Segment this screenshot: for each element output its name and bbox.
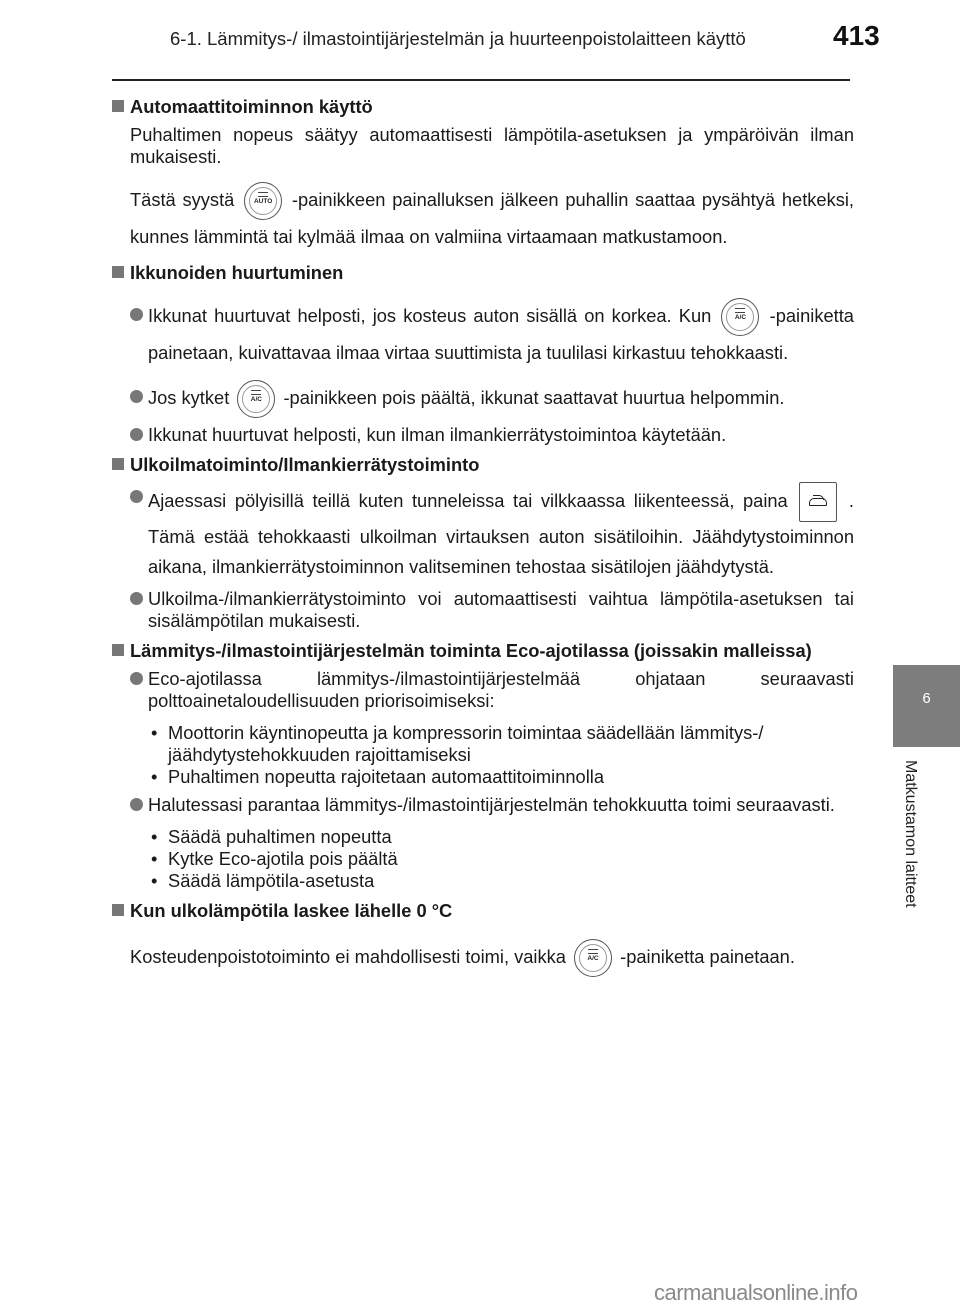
bullet-icon: [130, 592, 143, 605]
ac-button-icon: A/C: [574, 939, 612, 977]
section-heading-fogging: Ikkunoiden huurtuminen: [112, 262, 854, 284]
bullet-icon: [130, 390, 143, 403]
ac-button-icon: A/C: [721, 298, 759, 336]
section-heading-recirculation: Ulkoilmatoiminto/Ilmankierrätystoiminto: [112, 454, 854, 476]
section-heading-cold: Kun ulkolämpötila laskee lähelle 0 °C: [112, 900, 854, 922]
chapter-tab: [893, 665, 960, 747]
watermark: carmanualsonline.info: [654, 1280, 858, 1305]
bullet-item: Eco-ajotilassa lämmitys-/ilmastointijärjestelmää ohjataan seuraavasti polttoainetaloudellisuuden priorisoimiseksi:: [130, 668, 854, 712]
bullet-item: Ajaessasi pölyisillä teillä kuten tunneleissa tai vilkkaassa liikenteessä, paina . Tämä estää tehokkaasti ulkoilman virtauksen auton sisätiloihin. Jäähdytystoiminnon aikana, ilmankierrätystoiminnon valitseminen tehostaa sisätilojen jäähdytystä.: [130, 482, 854, 582]
sub-list-item: • Moottorin käyntinopeutta ja kompressorin toimintaa säädellään lämmitys-/ jäähdytystehokkuuden rajoittamiseksi: [151, 722, 764, 765]
main-content: [112, 90, 854, 977]
chapter-title: 6-1. Lämmitys-/ ilmastointijärjestelmän ja huurteenpoistolaitteen käyttö: [170, 28, 746, 49]
bullet-item: Jos kytket A/C -painikkeen pois päältä, ikkunat saattavat huurtua helpommin.: [130, 380, 854, 418]
section-heading-eco: Lämmitys-/ilmastointijärjestelmän toiminta Eco-ajotilassa (joissakin malleissa): [112, 640, 854, 662]
page-header: [0, 0, 960, 60]
paragraph: Puhaltimen nopeus säätyy automaattisesti lämpötila-asetuksen ja ympäröivän ilman mukaisesti.: [130, 124, 854, 167]
page-number: 413: [833, 20, 880, 51]
bullet-icon: [130, 308, 143, 321]
bullet-icon: [130, 490, 143, 503]
sub-list-item: • Säädä lämpötila-asetusta: [151, 870, 375, 891]
section-marker-icon: [112, 100, 124, 112]
section-marker-icon: [112, 904, 124, 916]
section-marker-icon: [112, 266, 124, 278]
bullet-item: Halutessasi parantaa lämmitys-/ilmastointijärjestelmän tehokkuutta toimi seuraavasti.: [130, 794, 854, 816]
section-marker-icon: [112, 458, 124, 470]
chapter-side-label: Matkustamon laitteet: [902, 760, 919, 908]
sub-list: [112, 826, 854, 892]
recirculation-button-icon: [799, 482, 837, 522]
ac-button-icon: A/C: [237, 380, 275, 418]
sub-list: [112, 722, 854, 788]
sub-list-item: • Puhaltimen nopeutta rajoitetaan automaattitoiminnolla: [151, 766, 604, 787]
bullet-item: Ulkoilma-/ilmankierrätystoiminto voi automaattisesti vaihtua lämpötila-asetuksen tai sisälämpötilan mukaisesti.: [130, 588, 854, 632]
paragraph: Tästä syystä AUTO -painikkeen painalluksen jälkeen puhallin saattaa pysähtyä hetkeksi, kunnes lämmintä tai kylmää ilmaa on valmiina virtaamaan matkustamoon.: [130, 182, 854, 254]
bullet-icon: [130, 798, 143, 811]
bullet-item: Ikkunat huurtuvat helposti, jos kosteus auton sisällä on korkea. Kun A/C -painiketta painetaan, kuivattavaa ilmaa virtaa suuttimista ja tuulilasi kirkastuu tehokkaasti.: [130, 298, 854, 370]
bullet-item: Ikkunat huurtuvat helposti, kun ilman ilmankierrätystoimintoa käytetään.: [130, 424, 854, 446]
chapter-tab-number: 6: [922, 690, 931, 707]
bullet-icon: [130, 672, 143, 685]
section-marker-icon: [112, 644, 124, 656]
sub-list-item: • Kytke Eco-ajotila pois päältä: [151, 848, 398, 869]
auto-button-icon: AUTO: [244, 182, 282, 220]
section-heading-auto: Automaattitoiminnon käyttö: [112, 96, 854, 118]
header-divider: [112, 79, 850, 81]
sub-list-item: • Säädä puhaltimen nopeutta: [151, 826, 392, 847]
paragraph: Kosteudenpoistotoiminto ei mahdollisesti toimi, vaikka A/C -painiketta painetaan.: [130, 938, 854, 977]
bullet-icon: [130, 428, 143, 441]
